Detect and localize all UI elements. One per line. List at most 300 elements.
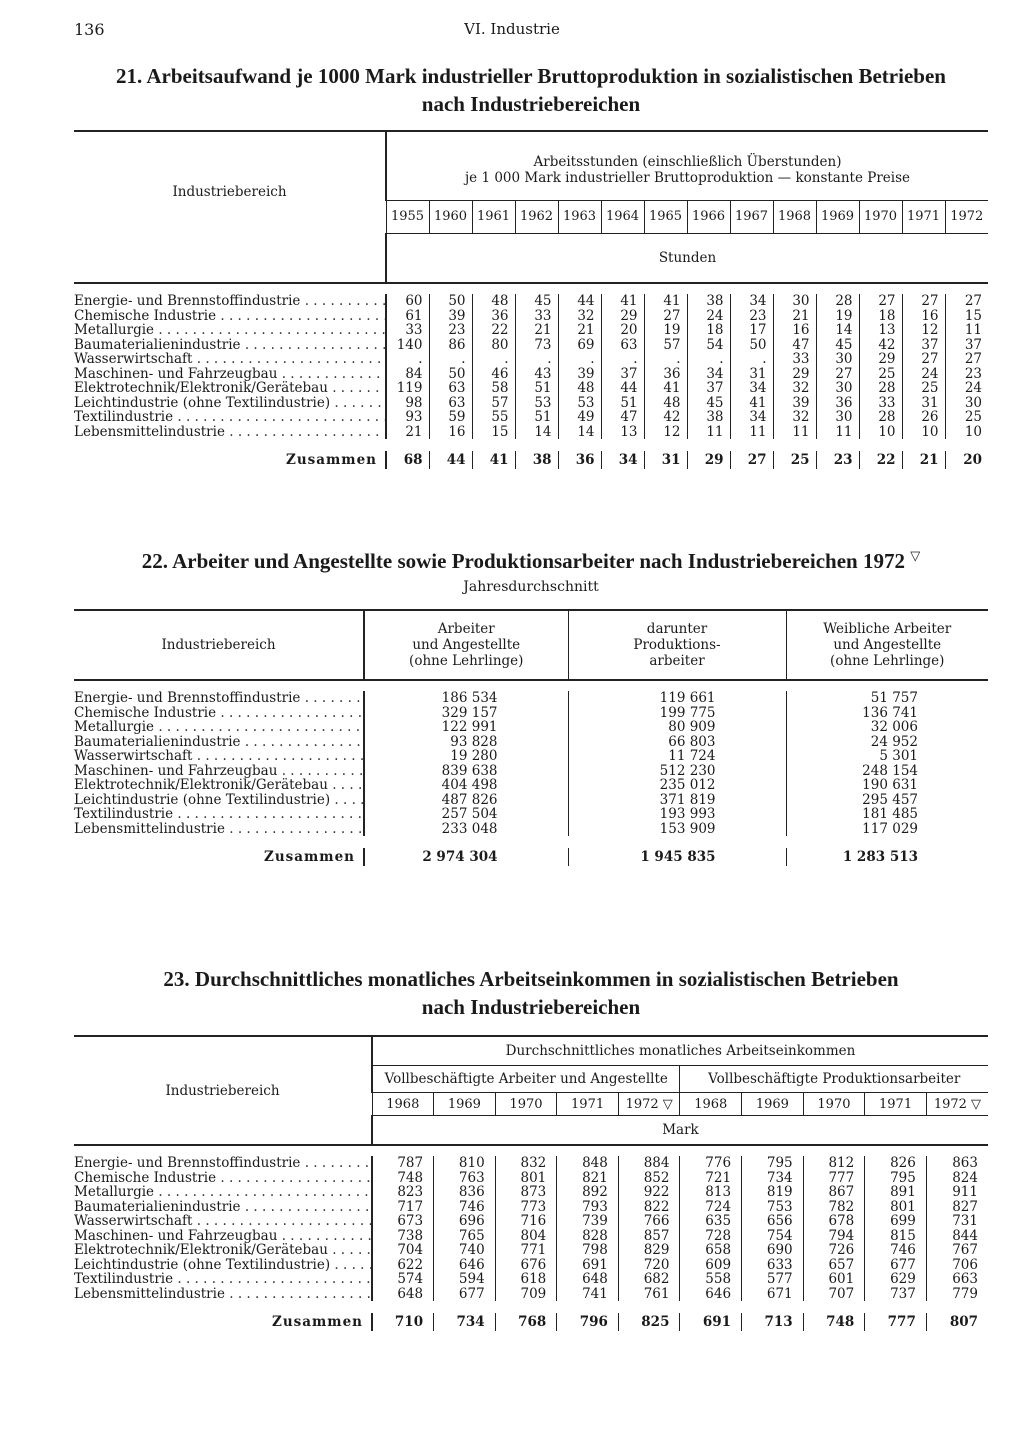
table-cell: 57: [644, 338, 687, 353]
row-label: [74, 706, 364, 721]
table-cell: 23: [945, 367, 988, 382]
table-row: [74, 323, 988, 338]
table-cell: 716: [495, 1214, 557, 1229]
column-header: Arbeitsstunden (einschließlich Überstunden) je 1 000 Mark industrieller Bruttoproduktion — konstante Preise: [386, 131, 988, 201]
row-label: [74, 793, 364, 808]
table-cell: 50: [429, 294, 472, 309]
total-cell: 734: [434, 1313, 496, 1331]
year-header: 1970: [859, 201, 902, 233]
table-cell: 801: [865, 1200, 927, 1215]
row-label-text: Elektrotechnik/Elektronik/Gerätebau . . .: [74, 1243, 372, 1258]
row-label: [74, 764, 364, 779]
row-label: [74, 720, 364, 735]
year-header: 1962: [515, 201, 558, 233]
row-label: [74, 1200, 372, 1215]
row-label-text: Wasserwirtschaft . . .: [74, 352, 386, 367]
table-cell: 779: [926, 1287, 988, 1302]
table-cell: 28: [816, 294, 859, 309]
table-cell: 27: [816, 367, 859, 382]
table-cell: 635: [680, 1214, 742, 1229]
row-label-text: Elektrotechnik/Elektronik/Gerätebau . . .: [74, 381, 386, 396]
row-label-text: Textilindustrie . . .: [74, 807, 364, 822]
table-cell: 93: [386, 410, 429, 425]
year-header: 1972 ▽: [618, 1093, 680, 1116]
table-cell: 16: [773, 323, 816, 338]
table-cell: 33: [773, 352, 816, 367]
group-header-workers: Vollbeschäftigte Arbeiter und Angestellte: [372, 1066, 680, 1093]
table-cell: 45: [687, 396, 730, 411]
table-cell: 58: [472, 381, 515, 396]
row-label: [74, 396, 386, 411]
table-cell: 657: [803, 1258, 865, 1273]
row-label: [74, 381, 386, 396]
table-row: [74, 691, 988, 706]
table-cell: 14: [515, 425, 558, 440]
table-cell: 31: [730, 367, 773, 382]
table-row: [74, 410, 988, 425]
table-cell: 629: [865, 1272, 927, 1287]
table-row: [74, 367, 988, 382]
table-cell: 20: [601, 323, 644, 338]
table-cell: 815: [865, 1229, 927, 1244]
row-label-text: Metallurgie . . .: [74, 1185, 372, 1200]
row-label-text: Textilindustrie . . .: [74, 1272, 372, 1287]
table-cell: 677: [865, 1258, 927, 1273]
table-cell: 63: [429, 396, 472, 411]
year-header: 1964: [601, 201, 644, 233]
table-cell: 753: [742, 1200, 804, 1215]
table-cell: 86: [429, 338, 472, 353]
table-cell: 41: [601, 294, 644, 309]
table-cell: 119: [386, 381, 429, 396]
table-cell: 11: [730, 425, 773, 440]
year-header: 1968: [773, 201, 816, 233]
table-cell: 41: [644, 294, 687, 309]
year-header: 1968: [372, 1093, 434, 1116]
table-cell: 836: [434, 1185, 496, 1200]
table-cell: 812: [803, 1156, 865, 1171]
table-cell: 892: [557, 1185, 619, 1200]
table-cell: 731: [926, 1214, 988, 1229]
table-cell: 13: [601, 425, 644, 440]
row-label: [74, 1156, 372, 1171]
table-cell: 34: [730, 381, 773, 396]
table-row: [74, 1229, 988, 1244]
table-cell: 19: [816, 309, 859, 324]
row-label: [74, 1287, 372, 1302]
row-label: [74, 367, 386, 382]
table-cell: 13: [859, 323, 902, 338]
table-cell: 42: [644, 410, 687, 425]
year-header: 1966: [687, 201, 730, 233]
table-cell: 852: [618, 1171, 680, 1186]
row-label: [74, 778, 364, 793]
row-label: [74, 1243, 372, 1258]
row-label: [74, 1214, 372, 1229]
table-23: [74, 1035, 988, 1331]
total-cell: 21: [902, 451, 945, 469]
row-label: [74, 352, 386, 367]
table-cell: 233 048: [364, 822, 568, 837]
table-cell: 5 301: [786, 749, 988, 764]
table-row: [74, 1171, 988, 1186]
table-cell: 28: [859, 381, 902, 396]
row-label: [74, 807, 364, 822]
row-label: [74, 410, 386, 425]
table-row: [74, 720, 988, 735]
table-row: [74, 793, 988, 808]
total-cell: 34: [601, 451, 644, 469]
table-cell: 47: [773, 338, 816, 353]
table-cell: 829: [618, 1243, 680, 1258]
table-cell: 50: [429, 367, 472, 382]
row-label-text: Lebensmittelindustrie . . .: [74, 1287, 372, 1302]
table-cell: 782: [803, 1200, 865, 1215]
table-cell: 21: [515, 323, 558, 338]
table-cell: 24: [945, 381, 988, 396]
table-cell: 828: [557, 1229, 619, 1244]
table-row: [74, 764, 988, 779]
table-cell: 884: [618, 1156, 680, 1171]
table-cell: 23: [429, 323, 472, 338]
unit-header: Stunden: [386, 233, 988, 283]
table-cell: 38: [687, 410, 730, 425]
table-cell: 57: [472, 396, 515, 411]
total-cell: 713: [742, 1313, 804, 1331]
table-cell: 844: [926, 1229, 988, 1244]
table-cell: 14: [558, 425, 601, 440]
table-cell: 84: [386, 367, 429, 382]
total-cell: 25: [773, 451, 816, 469]
total-label: Zusammen: [264, 849, 355, 865]
table-cell: 721: [680, 1171, 742, 1186]
table-cell: 734: [742, 1171, 804, 1186]
table-cell: 24: [687, 309, 730, 324]
table-cell: 153 909: [568, 822, 786, 837]
total-row: [74, 1313, 988, 1331]
table-cell: 39: [429, 309, 472, 324]
table-cell: 119 661: [568, 691, 786, 706]
table-cell: 37: [945, 338, 988, 353]
table-cell: 793: [557, 1200, 619, 1215]
table-cell: 827: [926, 1200, 988, 1215]
table-cell: 27: [859, 294, 902, 309]
table-cell: 19: [644, 323, 687, 338]
table-cell: 767: [926, 1243, 988, 1258]
total-cell: 825: [618, 1313, 680, 1331]
table-cell: 746: [434, 1200, 496, 1215]
table-cell: 37: [601, 367, 644, 382]
table-cell: .: [730, 352, 773, 367]
year-header: 1955: [386, 201, 429, 233]
table-cell: 34: [730, 294, 773, 309]
table-cell: 601: [803, 1272, 865, 1287]
table-cell: 45: [515, 294, 558, 309]
table-cell: 678: [803, 1214, 865, 1229]
table-cell: 55: [472, 410, 515, 425]
table-cell: 648: [372, 1287, 434, 1302]
table-cell: 53: [558, 396, 601, 411]
row-label-text: Textilindustrie . . .: [74, 410, 386, 425]
table-22-section: [74, 542, 988, 866]
row-label-text: Chemische Industrie . . .: [74, 309, 386, 324]
table-cell: .: [601, 352, 644, 367]
table-cell: 857: [618, 1229, 680, 1244]
table-cell: 29: [859, 352, 902, 367]
row-label: [74, 294, 386, 309]
table-cell: 741: [557, 1287, 619, 1302]
table-cell: 739: [557, 1214, 619, 1229]
table-cell: 677: [434, 1287, 496, 1302]
table-cell: 848: [557, 1156, 619, 1171]
table-cell: 512 230: [568, 764, 786, 779]
row-label: [74, 822, 364, 837]
table-23-title: 23. Durchschnittliches monatliches Arbeitseinkommen in sozialistischen Betrieben nach Industriebereichen: [163, 967, 899, 1019]
total-cell: 710: [372, 1313, 434, 1331]
row-label: [74, 309, 386, 324]
table-cell: 776: [680, 1156, 742, 1171]
stub-header: Industriebereich: [172, 184, 287, 200]
table-cell: 18: [859, 309, 902, 324]
table-cell: 51: [601, 396, 644, 411]
table-23-section: [74, 965, 988, 1331]
table-cell: 329 157: [364, 706, 568, 721]
table-cell: 810: [434, 1156, 496, 1171]
table-cell: 738: [372, 1229, 434, 1244]
year-header: 1969: [742, 1093, 804, 1116]
year-header: 1972: [945, 201, 988, 233]
table-cell: 16: [902, 309, 945, 324]
year-header: 1970: [803, 1093, 865, 1116]
table-22-title: 22. Arbeiter und Angestellte sowie Produktionsarbeiter nach Industriebereichen 1972 ▽: [141, 548, 921, 573]
table-cell: 73: [515, 338, 558, 353]
table-cell: 27: [644, 309, 687, 324]
table-cell: 51: [515, 381, 558, 396]
table-cell: 12: [902, 323, 945, 338]
table-cell: 813: [680, 1185, 742, 1200]
table-cell: 42: [859, 338, 902, 353]
table-cell: 11: [945, 323, 988, 338]
table-cell: 49: [558, 410, 601, 425]
table-cell: 819: [742, 1185, 804, 1200]
table-cell: 720: [618, 1258, 680, 1273]
row-label-text: Lebensmittelindustrie . . .: [74, 425, 386, 440]
row-label-text: Maschinen- und Fahrzeugbau . . .: [74, 1229, 372, 1244]
spacer-row: [74, 680, 988, 691]
table-cell: 63: [601, 338, 644, 353]
table-cell: 30: [773, 294, 816, 309]
year-header: 1960: [429, 201, 472, 233]
table-cell: 10: [945, 425, 988, 440]
row-label-text: Baumaterialienindustrie . . .: [74, 735, 364, 750]
page-number: 136: [74, 20, 105, 39]
total-cell: 36: [558, 451, 601, 469]
table-cell: 824: [926, 1171, 988, 1186]
total-cell: 44: [429, 451, 472, 469]
table-cell: 37: [902, 338, 945, 353]
table-cell: 11 724: [568, 749, 786, 764]
table-row: [74, 1156, 988, 1171]
table-cell: 622: [372, 1258, 434, 1273]
table-row: [74, 1287, 988, 1302]
table-cell: 53: [515, 396, 558, 411]
table-cell: 24: [902, 367, 945, 382]
table-22-subtitle: Jahresdurchschnitt: [463, 579, 599, 595]
table-cell: 29: [773, 367, 816, 382]
table-cell: 873: [495, 1185, 557, 1200]
total-cell: 796: [557, 1313, 619, 1331]
row-label-text: Baumaterialienindustrie . . .: [74, 338, 386, 353]
table-cell: 826: [865, 1156, 927, 1171]
table-cell: 23: [730, 309, 773, 324]
table-cell: 618: [495, 1272, 557, 1287]
table-cell: 38: [687, 294, 730, 309]
column-header: Durchschnittliches monatliches Arbeitseinkommen: [372, 1036, 988, 1066]
table-cell: 839 638: [364, 764, 568, 779]
table-row: [74, 822, 988, 837]
table-row: [74, 425, 988, 440]
table-cell: 11: [773, 425, 816, 440]
table-cell: 696: [434, 1214, 496, 1229]
table-cell: 27: [945, 294, 988, 309]
total-row: [74, 848, 988, 866]
table-cell: 28: [859, 410, 902, 425]
table-cell: 27: [902, 294, 945, 309]
table-row: [74, 706, 988, 721]
column-header-female-workers: Weibliche Arbeiter und Angestellte (ohne Lehrlinge): [786, 610, 988, 680]
table-cell: 33: [859, 396, 902, 411]
table-cell: 867: [803, 1185, 865, 1200]
table-cell: 235 012: [568, 778, 786, 793]
table-cell: 33: [515, 309, 558, 324]
table-cell: 690: [742, 1243, 804, 1258]
total-cell: 23: [816, 451, 859, 469]
table-cell: 30: [816, 352, 859, 367]
year-header: 1970: [495, 1093, 557, 1116]
table-cell: 787: [372, 1156, 434, 1171]
table-row: [74, 749, 988, 764]
table-cell: 804: [495, 1229, 557, 1244]
row-label-text: Wasserwirtschaft . . .: [74, 1214, 372, 1229]
table-row: [74, 1214, 988, 1229]
table-cell: 27: [945, 352, 988, 367]
row-label-text: Energie- und Brennstoffindustrie . . .: [74, 294, 386, 309]
table-cell: 724: [680, 1200, 742, 1215]
table-cell: 16: [429, 425, 472, 440]
row-label: [74, 323, 386, 338]
table-cell: 822: [618, 1200, 680, 1215]
table-cell: 577: [742, 1272, 804, 1287]
total-cell: 691: [680, 1313, 742, 1331]
table-cell: 673: [372, 1214, 434, 1229]
table-row: [74, 735, 988, 750]
table-cell: 17: [730, 323, 773, 338]
table-cell: 122 991: [364, 720, 568, 735]
table-cell: 30: [816, 381, 859, 396]
table-cell: 728: [680, 1229, 742, 1244]
table-row: [74, 807, 988, 822]
table-cell: 34: [687, 367, 730, 382]
table-cell: 371 819: [568, 793, 786, 808]
table-cell: 48: [472, 294, 515, 309]
table-cell: 14: [816, 323, 859, 338]
table-cell: 36: [472, 309, 515, 324]
table-cell: 676: [495, 1258, 557, 1273]
table-cell: 821: [557, 1171, 619, 1186]
total-cell: 2 974 304: [364, 848, 568, 866]
table-cell: 248 154: [786, 764, 988, 779]
table-cell: 25: [859, 367, 902, 382]
table-cell: 136 741: [786, 706, 988, 721]
table-cell: 48: [644, 396, 687, 411]
table-cell: 24 952: [786, 735, 988, 750]
table-cell: 558: [680, 1272, 742, 1287]
table-cell: 911: [926, 1185, 988, 1200]
table-cell: 47: [601, 410, 644, 425]
table-21-title: 21. Arbeitsaufwand je 1000 Mark industrieller Bruttoproduktion in sozialistischen Betrieben nach Industriebereichen: [116, 64, 946, 116]
table-cell: 54: [687, 338, 730, 353]
row-label-text: Chemische Industrie . . .: [74, 1171, 372, 1186]
table-cell: 18: [687, 323, 730, 338]
table-cell: 50: [730, 338, 773, 353]
row-label-text: Leichtindustrie (ohne Textilindustrie) . . .: [74, 1258, 372, 1273]
table-cell: 44: [558, 294, 601, 309]
total-cell: 68: [386, 451, 429, 469]
spacer-row: [74, 1301, 988, 1313]
table-cell: 656: [742, 1214, 804, 1229]
table-cell: 10: [859, 425, 902, 440]
table-cell: 707: [803, 1287, 865, 1302]
total-cell: 31: [644, 451, 687, 469]
table-cell: 46: [472, 367, 515, 382]
unit-header: Mark: [372, 1116, 988, 1146]
row-label: [74, 1229, 372, 1244]
table-cell: 45: [816, 338, 859, 353]
table-cell: 777: [803, 1171, 865, 1186]
table-cell: 44: [601, 381, 644, 396]
table-cell: 32 006: [786, 720, 988, 735]
table-cell: 295 457: [786, 793, 988, 808]
table-cell: 771: [495, 1243, 557, 1258]
total-label: Zusammen: [272, 1314, 363, 1330]
table-cell: 646: [680, 1287, 742, 1302]
table-cell: 80: [472, 338, 515, 353]
row-label-text: Metallurgie . . .: [74, 323, 386, 338]
row-label: [74, 749, 364, 764]
table-cell: .: [558, 352, 601, 367]
table-cell: 823: [372, 1185, 434, 1200]
table-cell: .: [472, 352, 515, 367]
total-cell: 41: [472, 451, 515, 469]
table-cell: 30: [816, 410, 859, 425]
table-cell: 32: [558, 309, 601, 324]
row-label: [74, 1185, 372, 1200]
footnote-triangle-icon: ▽: [910, 548, 921, 563]
table-row: [74, 396, 988, 411]
table-cell: 891: [865, 1185, 927, 1200]
table-cell: 21: [773, 309, 816, 324]
stub-header: Industriebereich: [165, 1082, 280, 1099]
table-cell: 699: [865, 1214, 927, 1229]
year-header: 1972 ▽: [926, 1093, 988, 1116]
table-cell: 32: [773, 410, 816, 425]
table-cell: 671: [742, 1287, 804, 1302]
table-cell: 795: [742, 1156, 804, 1171]
table-cell: 30: [945, 396, 988, 411]
row-label-text: Energie- und Brennstoffindustrie . . .: [74, 691, 364, 706]
table-cell: 60: [386, 294, 429, 309]
table-cell: 43: [515, 367, 558, 382]
